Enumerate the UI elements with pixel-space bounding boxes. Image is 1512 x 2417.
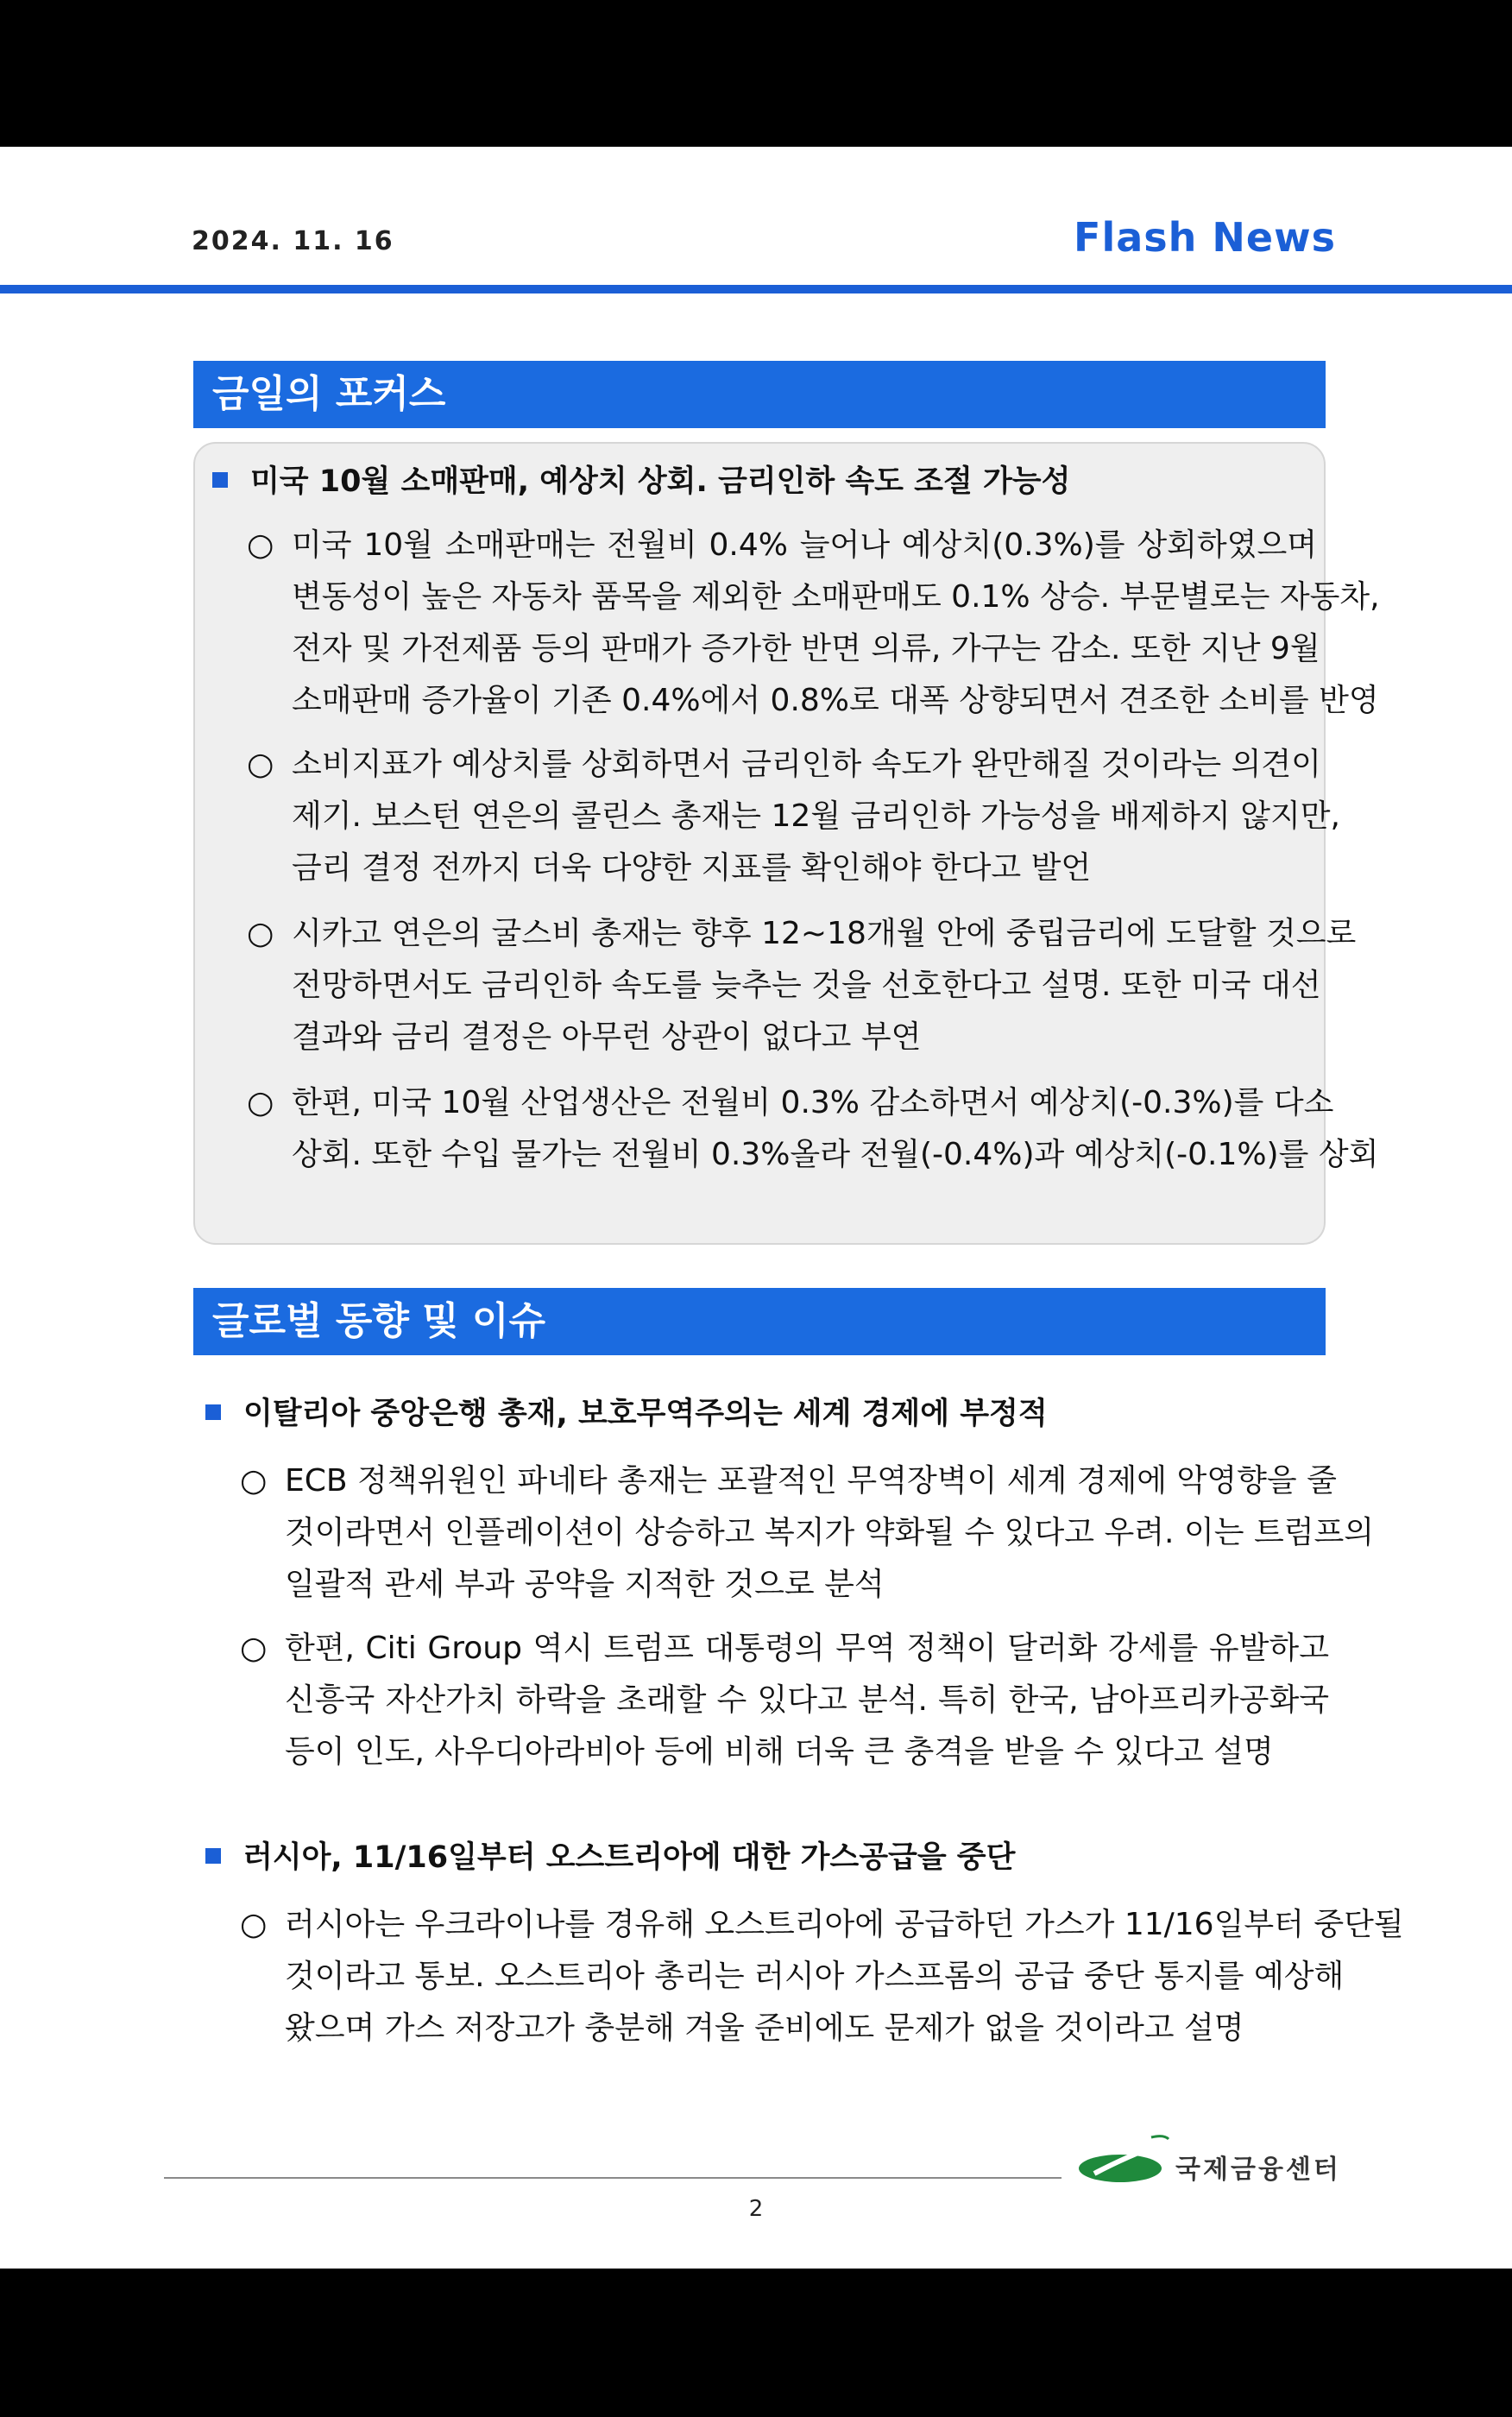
header-rule	[0, 285, 1512, 293]
circle-bullet-icon: ○	[247, 527, 274, 563]
kcif-logo-icon	[1077, 2134, 1172, 2187]
text-line: 변동성이 높은 자동차 품목을 제외한 소매판매도 0.1% 상승. 부문별로는 자동차,	[292, 579, 1380, 615]
text-line: ECB 정책위원인 파네타 총재는 포괄적인 무역장벽이 세계 경제에 악영향을 줄	[285, 1463, 1337, 1499]
text-line: 미국 10월 소매판매는 전월비 0.4% 늘어나 예상치(0.3%)를 상회하였으며	[292, 527, 1317, 563]
text-line: 것이라면서 인플레이션이 상승하고 복지가 약화될 수 있다고 우려. 이는 트럼프의	[285, 1515, 1375, 1550]
global-headline	[205, 1390, 1048, 1433]
text-line: 등이 인도, 사우디아라비아 등에 비해 더욱 큰 충격을 받을 수 있다고 설명	[285, 1734, 1274, 1770]
global-headline-text: 러시아, 11/16일부터 오스트리아에 대한 가스공급을 중단	[243, 1840, 1016, 1875]
text-line: 왔으며 가스 저장고가 충분해 겨울 준비에도 문제가 없을 것이라고 설명	[285, 2010, 1244, 2046]
text-line: 러시아는 우크라이나를 경유해 오스트리아에 공급하던 가스가 11/16일부터 중단될	[285, 1907, 1404, 1942]
global-headline-text: 이탈리아 중앙은행 총재, 보호무역주의는 세계 경제에 부정적	[243, 1397, 1048, 1431]
text-line: 금리 결정 전까지 더욱 다양한 지표를 확인해야 한다고 발언	[292, 850, 1092, 886]
text-line: 신흥국 자산가치 하락을 초래할 수 있다고 분석. 특히 한국, 남아프리카공화국	[285, 1682, 1329, 1718]
square-bullet-icon	[205, 1848, 221, 1864]
text-line: 한편, Citi Group 역시 트럼프 대통령의 무역 정책이 달러화 강세를 유발하고	[285, 1631, 1329, 1666]
square-bullet-icon	[205, 1404, 221, 1420]
text-line: 것이라고 통보. 오스트리아 총리는 러시아 가스프롬의 공급 중단 통지를 예상해	[285, 1959, 1345, 1994]
text-line: 제기. 보스턴 연은의 콜린스 총재는 12월 금리인하 가능성을 배제하지 않지만,	[292, 798, 1340, 834]
circle-bullet-icon: ○	[240, 1907, 268, 1942]
global-section-title: 글로벌 동향 및 이슈	[193, 1288, 1326, 1355]
document-page	[0, 147, 1512, 2269]
text-line: 소비지표가 예상치를 상회하면서 금리인하 속도가 완만해질 것이라는 의견이	[292, 747, 1321, 782]
report-date: 2024. 11. 16	[192, 226, 394, 256]
text-line: 일괄적 관세 부과 공약을 지적한 것으로 분석	[285, 1567, 885, 1602]
footer-org-name: 국제금융센터	[1175, 2155, 1341, 2185]
brand-title: Flash News	[1074, 214, 1336, 261]
focus-section-title: 금일의 포커스	[193, 361, 1326, 428]
text-line: 한편, 미국 10월 산업생산은 전월비 0.3% 감소하면서 예상치(-0.3%)를 다소	[292, 1085, 1334, 1120]
circle-bullet-icon: ○	[247, 916, 274, 951]
text-line: 상회. 또한 수입 물가는 전월비 0.3%올라 전월(-0.4%)과 예상치(-0.1%)를 상회	[292, 1137, 1379, 1172]
global-headline	[205, 1833, 1015, 1877]
focus-headline	[212, 458, 1070, 501]
text-line: 전자 및 가전제품 등의 판매가 증가한 반면 의류, 가구는 감소. 또한 지난 9월	[292, 631, 1320, 666]
footer-rule	[164, 2177, 1062, 2179]
text-line: 결과와 금리 결정은 아무런 상관이 없다고 부연	[292, 1019, 922, 1055]
circle-bullet-icon: ○	[247, 747, 274, 782]
text-line: 소매판매 증가율이 기존 0.4%에서 0.8%로 대폭 상향되면서 견조한 소비를 반영	[292, 683, 1379, 718]
square-bullet-icon	[212, 472, 228, 488]
circle-bullet-icon: ○	[247, 1085, 274, 1120]
text-line: 전망하면서도 금리인하 속도를 늦추는 것을 선호한다고 설명. 또한 미국 대선	[292, 968, 1321, 1003]
focus-headline-text: 미국 10월 소매판매, 예상치 상회. 금리인하 속도 조절 가능성	[250, 464, 1071, 499]
circle-bullet-icon: ○	[240, 1631, 268, 1666]
text-line: 시카고 연은의 굴스비 총재는 향후 12~18개월 안에 중립금리에 도달할 것으로	[292, 916, 1357, 951]
page-number: 2	[748, 2196, 764, 2222]
circle-bullet-icon: ○	[240, 1463, 268, 1499]
